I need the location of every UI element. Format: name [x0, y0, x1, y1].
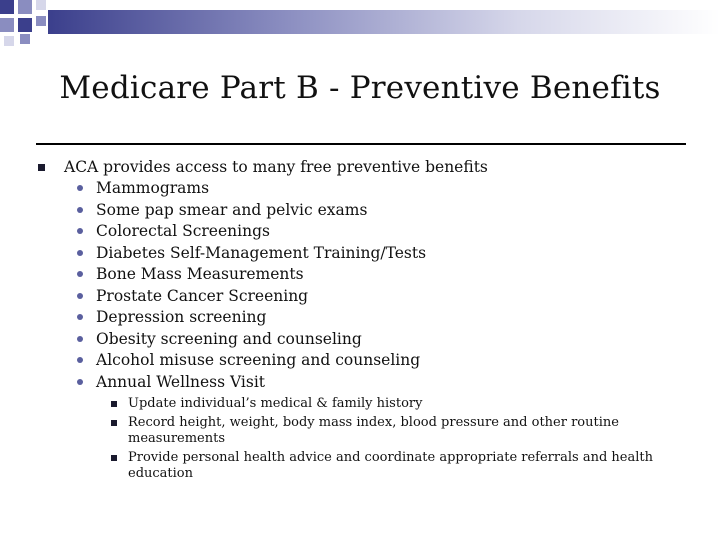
dot-bullet-icon [77, 357, 83, 363]
dot-bullet-icon [77, 207, 83, 213]
wellness-detail-item: Record height, weight, body mass index, blood pressure and other routine measurements [128, 415, 619, 446]
benefit-item: Obesity screening and counseling [96, 330, 362, 348]
wellness-detail-item: Update individual’s medical & family history [128, 396, 423, 411]
benefit-item: Colorectal Screenings [96, 222, 270, 240]
benefit-item: Alcohol misuse screening and counseling [96, 351, 421, 369]
benefit-item: Bone Mass Measurements [96, 265, 304, 283]
dot-bullet-icon [77, 228, 83, 234]
dot-bullet-icon [77, 293, 83, 299]
dot-bullet-icon [77, 271, 83, 277]
dot-bullet-icon [77, 250, 83, 256]
benefit-item: Mammograms [96, 179, 210, 197]
square-bullet-icon [111, 420, 117, 426]
benefit-item: Some pap smear and pelvic exams [96, 201, 368, 219]
square-bullet-icon [38, 164, 45, 171]
dot-bullet-icon [77, 379, 83, 385]
main-point: ACA provides access to many free preventive benefits [64, 158, 488, 176]
benefit-item: Prostate Cancer Screening [96, 287, 309, 305]
benefit-item: Diabetes Self-Management Training/Tests [96, 244, 427, 262]
dot-bullet-icon [77, 185, 83, 191]
dot-bullet-icon [77, 314, 83, 320]
benefit-item: Annual Wellness Visit [96, 373, 266, 391]
wellness-detail-item: Provide personal health advice and coordinate appropriate referrals and health education [128, 450, 653, 481]
square-bullet-icon [111, 401, 117, 407]
dot-bullet-icon [77, 336, 83, 342]
header-gradient-bar [48, 10, 720, 34]
title-divider [36, 143, 686, 145]
slide-title: Medicare Part B - Preventive Benefits [59, 70, 661, 106]
benefit-item: Depression screening [96, 308, 267, 326]
square-bullet-icon [111, 455, 117, 461]
